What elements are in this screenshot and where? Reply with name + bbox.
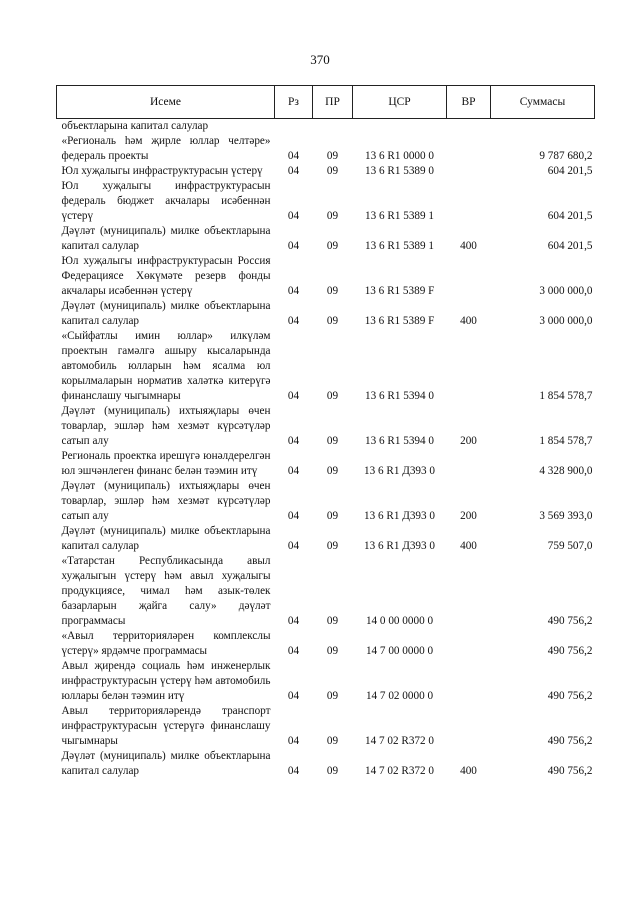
table-row <box>57 404 595 449</box>
cell-vr <box>447 659 491 704</box>
cell-pr: 09 <box>326 510 339 522</box>
cell-rz <box>275 119 313 135</box>
cell-sum: 604 201,5 <box>547 240 593 252</box>
table-row <box>57 749 595 779</box>
table-row <box>57 254 595 299</box>
header-csr: ЦСР <box>353 86 447 119</box>
cell-vr: 400 <box>460 765 477 777</box>
header-rz: Рз <box>275 86 313 119</box>
cell-name: «Региональ һәм җирле юллар челтәре» федераль проекты <box>61 135 271 162</box>
cell-csr: 13 6 R1 0000 0 <box>365 150 434 162</box>
table-row <box>57 179 595 224</box>
cell-vr <box>447 554 491 629</box>
cell-sum: 490 756,2 <box>547 615 593 627</box>
cell-pr: 09 <box>326 735 339 747</box>
cell-name: Региональ проектка ирешүгә юнәлдерелгән юл эшчәнлеген финанс белән тәэмин итү <box>61 450 271 477</box>
table-row <box>57 479 595 524</box>
header-name: Исеме <box>57 86 275 119</box>
cell-sum: 3 000 000,0 <box>539 285 593 297</box>
cell-vr <box>447 254 491 299</box>
cell-sum: 490 756,2 <box>547 690 593 702</box>
cell-name: Авыл территорияләрендә транспорт инфраструктурасын үстерүгә финанслашу чыгымнары <box>61 705 271 747</box>
cell-csr: 13 6 R1 Д393 0 <box>363 465 436 477</box>
cell-rz: 04 <box>287 390 300 402</box>
cell-pr: 09 <box>326 540 339 552</box>
cell-sum: 604 201,5 <box>547 210 593 222</box>
cell-csr: 13 6 R1 5389 1 <box>365 210 434 222</box>
cell-pr: 09 <box>326 315 339 327</box>
cell-vr <box>447 179 491 224</box>
table-row <box>57 134 595 164</box>
cell-rz: 04 <box>287 735 300 747</box>
cell-csr: 13 6 R1 Д393 0 <box>363 510 436 522</box>
table-row <box>57 524 595 554</box>
cell-pr: 09 <box>326 690 339 702</box>
cell-name: «Сыйфатлы имин юллар» илкүләм проектын гамәлгә ашыру кысаларында автомобиль юлларын һәм ясалма юл корылмаларын норматив халәткә китерүгә финанслашу чыгымнары <box>61 330 271 402</box>
table-row <box>57 329 595 404</box>
cell-pr: 09 <box>326 150 339 162</box>
cell-csr: 13 6 R1 5389 F <box>364 285 435 297</box>
cell-sum: 490 756,2 <box>547 735 593 747</box>
cell-rz: 04 <box>287 645 300 657</box>
cell-sum: 3 569 393,0 <box>539 510 593 522</box>
table-row <box>57 119 595 135</box>
cell-name: Авыл җирендә социаль һәм инженерлык инфраструктурасын үстерү һәм автомобиль юллары белән тәэмин итү <box>61 660 271 702</box>
cell-vr <box>447 449 491 479</box>
cell-vr <box>447 629 491 659</box>
cell-rz: 04 <box>287 315 300 327</box>
cell-pr: 09 <box>326 210 339 222</box>
budget-table <box>56 85 595 779</box>
table-row <box>57 659 595 704</box>
cell-csr: 14 7 00 0000 0 <box>365 645 434 657</box>
cell-sum: 490 756,2 <box>547 645 593 657</box>
cell-vr <box>447 704 491 749</box>
cell-rz: 04 <box>287 285 300 297</box>
cell-sum: 9 787 680,2 <box>539 150 593 162</box>
cell-sum: 759 507,0 <box>547 540 593 552</box>
cell-sum: 3 000 000,0 <box>539 315 593 327</box>
cell-csr: 14 7 02 0000 0 <box>365 690 434 702</box>
table-row <box>57 449 595 479</box>
cell-vr: 400 <box>460 540 477 552</box>
cell-pr: 09 <box>326 765 339 777</box>
cell-csr: 13 6 R1 5389 0 <box>365 165 434 177</box>
cell-pr: 09 <box>326 435 339 447</box>
cell-csr: 13 6 R1 5389 F <box>364 315 435 327</box>
cell-pr <box>313 119 353 135</box>
header-sum: Суммасы <box>491 86 595 119</box>
cell-pr: 09 <box>326 390 339 402</box>
cell-csr: 13 6 R1 5394 0 <box>365 390 434 402</box>
cell-csr: 14 7 02 R372 0 <box>365 735 434 747</box>
table-row <box>57 629 595 659</box>
header-vr: ВР <box>447 86 491 119</box>
cell-rz: 04 <box>287 510 300 522</box>
cell-rz: 04 <box>287 540 300 552</box>
header-row <box>57 86 595 119</box>
cell-vr: 200 <box>460 435 477 447</box>
cell-csr: 13 6 R1 5394 0 <box>365 435 434 447</box>
table-header <box>57 86 595 119</box>
cell-rz: 04 <box>287 240 300 252</box>
cell-name: Дәүләт (муниципаль) ихтыяҗлары өчен товарлар, эшләр һәм хезмәт күрсәтүләр сатып алу <box>61 480 271 522</box>
cell-name: Дәүләт (муниципаль) милке объектларына капитал салулар <box>61 300 271 327</box>
cell-csr: 14 7 02 R372 0 <box>365 765 434 777</box>
cell-pr: 09 <box>326 645 339 657</box>
cell-name: Дәүләт (муниципаль) милке объектларына капитал салулар <box>61 525 271 552</box>
cell-pr: 09 <box>326 165 339 177</box>
cell-rz: 04 <box>287 210 300 222</box>
cell-pr: 09 <box>326 465 339 477</box>
cell-name: Дәүләт (муниципаль) милке объектларына капитал салулар <box>61 225 271 252</box>
cell-sum <box>491 119 595 135</box>
cell-name: Юл хуҗалыгы инфраструктурасын үстерү <box>61 165 263 177</box>
cell-vr <box>447 134 491 164</box>
cell-name: Дәүләт (муниципаль) ихтыяҗлары өчен товарлар, эшләр һәм хезмәт күрсәтүләр сатып алу <box>61 405 271 447</box>
cell-vr <box>447 329 491 404</box>
table-row <box>57 224 595 254</box>
cell-rz: 04 <box>287 150 300 162</box>
cell-name: Юл хуҗалыгы инфраструктурасын Россия Федерациясе Хөкүмәте резерв фонды акчалары исәбеннән үстерү <box>61 255 271 297</box>
cell-rz: 04 <box>287 615 300 627</box>
cell-sum: 1 854 578,7 <box>539 435 593 447</box>
cell-pr: 09 <box>326 240 339 252</box>
cell-sum: 604 201,5 <box>547 165 593 177</box>
cell-rz: 04 <box>287 765 300 777</box>
cell-rz: 04 <box>287 465 300 477</box>
cell-rz: 04 <box>287 165 300 177</box>
cell-vr: 400 <box>460 240 477 252</box>
table-row <box>57 704 595 749</box>
table-row <box>57 554 595 629</box>
cell-pr: 09 <box>326 285 339 297</box>
cell-name: «Авыл территорияләрен комплекслы үстерү» ярдәмче программасы <box>61 630 271 657</box>
table-row <box>57 299 595 329</box>
cell-name: Дәүләт (муниципаль) милке объектларына капитал салулар <box>61 750 271 777</box>
cell-sum: 1 854 578,7 <box>539 390 593 402</box>
header-pr: ПР <box>313 86 353 119</box>
table-body <box>57 119 595 780</box>
cell-vr <box>447 164 491 179</box>
cell-rz: 04 <box>287 435 300 447</box>
cell-csr: 13 6 R1 Д393 0 <box>363 540 436 552</box>
cell-sum: 490 756,2 <box>547 765 593 777</box>
cell-name: «Татарстан Республикасында авыл хуҗалыгын үстерү һәм авыл хуҗалыгы продукциясе, чимал һәм азык-төлек базарларын җайга салу» дәүләт программасы <box>61 555 271 627</box>
cell-csr: 13 6 R1 5389 1 <box>365 240 434 252</box>
cell-vr: 200 <box>460 510 477 522</box>
cell-vr <box>447 119 491 135</box>
cell-sum: 4 328 900,0 <box>539 465 593 477</box>
cell-pr: 09 <box>326 615 339 627</box>
cell-name: объектларына капитал салулар <box>61 120 209 132</box>
page-number: 370 <box>310 52 330 67</box>
cell-rz: 04 <box>287 690 300 702</box>
cell-csr <box>353 119 447 135</box>
cell-vr: 400 <box>460 315 477 327</box>
table-row <box>57 164 595 179</box>
cell-name: Юл хуҗалыгы инфраструктурасын федераль бюджет акчалары исәбеннән үстерү <box>61 180 271 222</box>
cell-csr: 14 0 00 0000 0 <box>365 615 434 627</box>
